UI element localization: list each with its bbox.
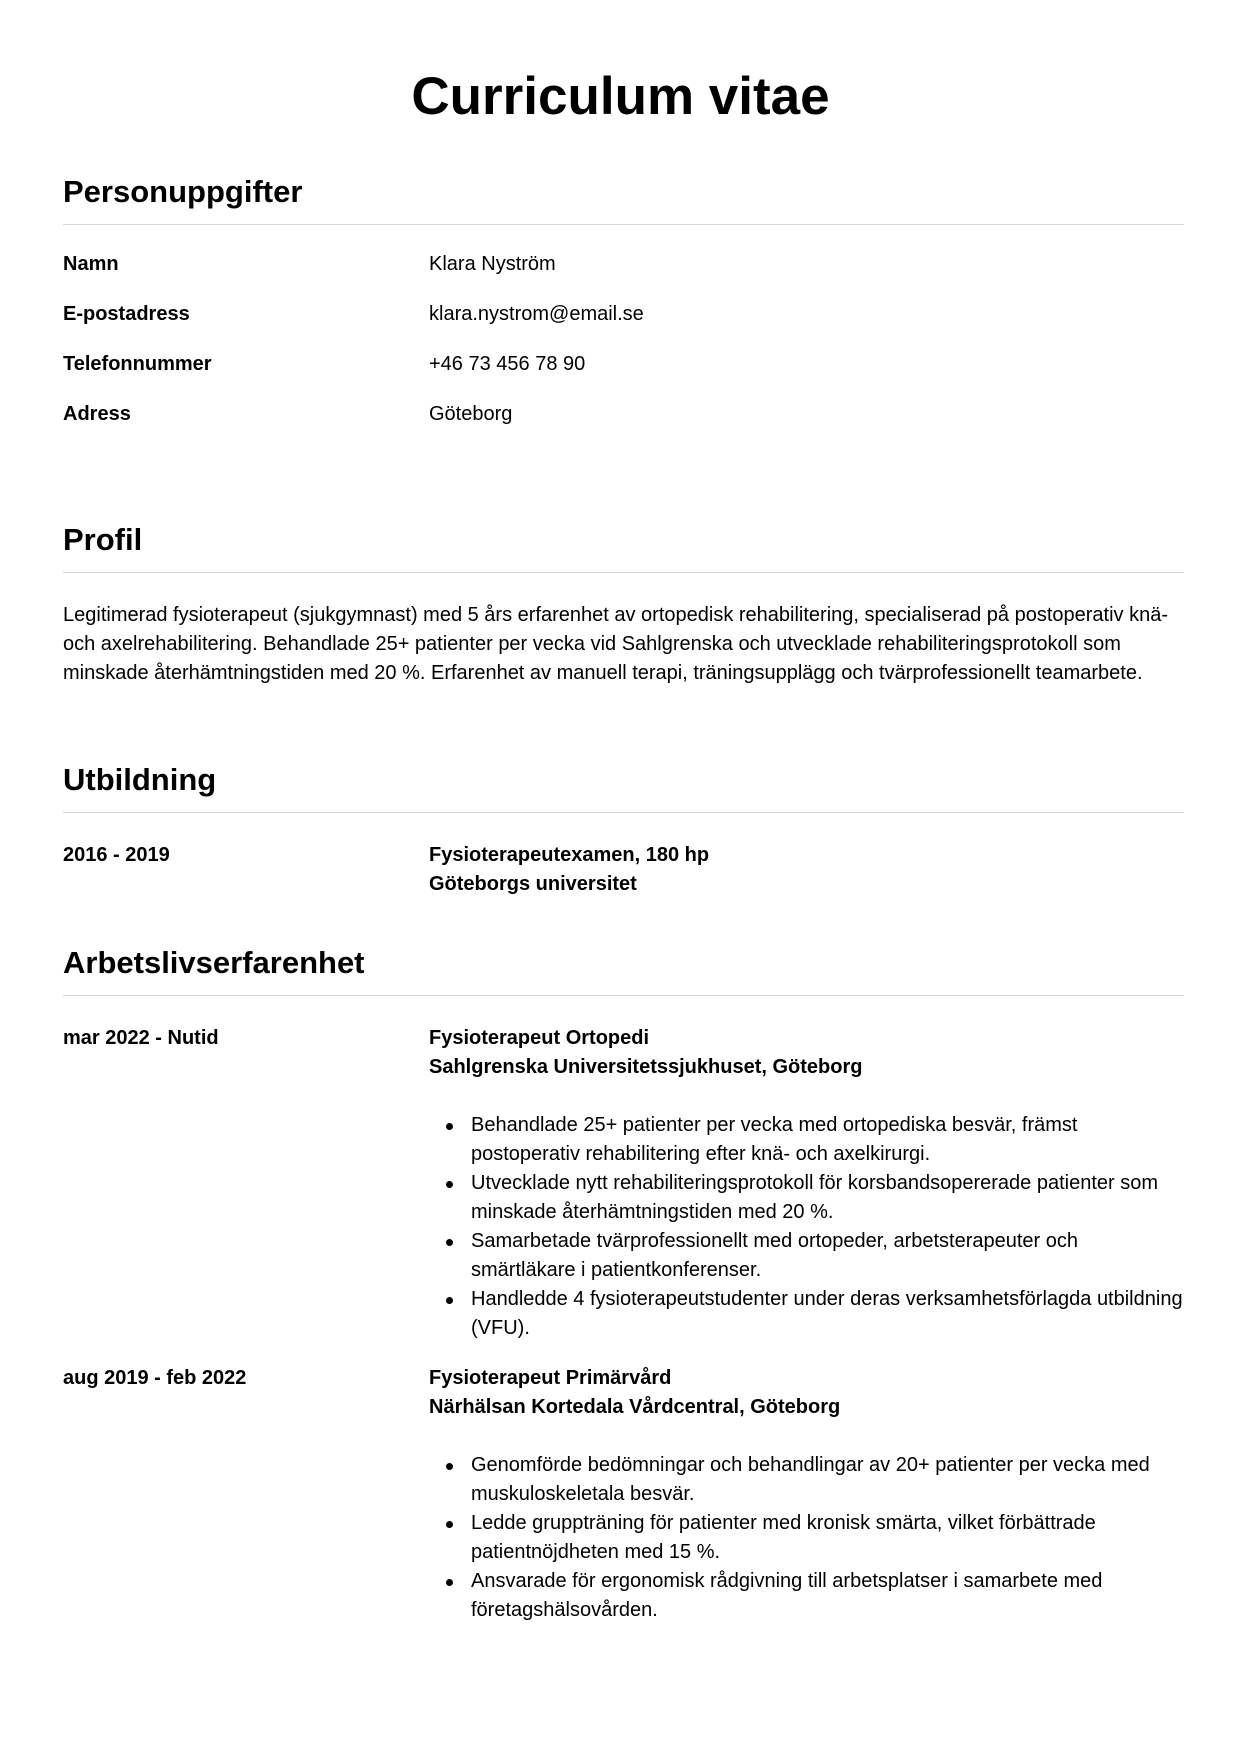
job-title: Fysioterapeut Ortopedi [429,1027,650,1049]
experience-entry [63,996,1184,1343]
bullet-icon [446,1579,453,1586]
bullet-text: Behandlade 25+ patienter per vecka med ortopediska besvär, främst postoperativ rehabilitering efter knä- och axelkirurgi. [471,1114,1078,1165]
personal-row-name [63,250,1184,300]
document-title: Curriculum vitae [411,67,830,126]
bullet-icon [446,1463,453,1470]
row-value: +46 73 456 78 90 [429,353,586,375]
bullet-icon [446,1181,453,1188]
list-item [429,1285,1184,1343]
profile-section [63,520,1184,688]
list-item [429,1111,1184,1169]
job-bullets [429,1422,1184,1625]
bullet-icon [446,1123,453,1130]
experience-details [429,1364,1184,1625]
experience-period: aug 2019 - feb 2022 [63,1367,247,1389]
education-school: Göteborgs universitet [429,873,637,895]
experience-section [63,943,1184,1625]
row-value: klara.nystrom@email.se [429,303,644,325]
row-value: Klara Nyström [429,253,556,275]
experience-details [429,1024,1184,1343]
personal-section [63,172,1184,450]
personal-rows [63,225,1184,450]
section-heading-profile: Profil [63,520,1184,573]
list-item [429,1451,1184,1509]
experience-entry [63,1343,1184,1625]
job-employer: Närhälsan Kortedala Vårdcentral, Göteborg [429,1396,841,1418]
list-item [429,1567,1184,1625]
bullet-icon [446,1239,453,1246]
list-item [429,1509,1184,1567]
job-bullets [429,1082,1184,1343]
education-section [63,760,1184,899]
education-period: 2016 - 2019 [63,844,170,866]
row-label: E-postadress [63,303,190,325]
row-label: Telefonnummer [63,353,212,375]
bullet-text: Ansvarade för ergonomisk rådgivning till arbetsplatser i samarbete med företagshälsovården. [471,1570,1103,1621]
education-entry [63,813,1184,899]
list-item [429,1169,1184,1227]
row-label: Adress [63,403,131,425]
list-item [429,1227,1184,1285]
bullet-text: Utvecklade nytt rehabiliteringsprotokoll för korsbandsopererade patienter som minskade återhämtningstiden med 20 %. [471,1172,1159,1223]
section-heading-experience: Arbetslivserfarenhet [63,943,1184,996]
bullet-text: Genomförde bedömningar och behandlingar av 20+ patienter per vecka med muskuloskeletala besvär. [471,1454,1150,1505]
bullet-text: Handledde 4 fysioterapeutstudenter under deras verksamhetsförlagda utbildning (VFU). [471,1288,1183,1339]
personal-row-email [63,300,1184,350]
job-title: Fysioterapeut Primärvård [429,1367,672,1389]
profile-text: Legitimerad fysioterapeut (sjukgymnast) med 5 års erfarenhet av ortopedisk rehabilitering, specialiserad på postoperativ knä- och axelrehabilitering. Behandlade 25+ patienter per vecka vid Sahlgrenska och utvecklade rehabiliteringsprotokoll som minskade återhämtningstiden med 20 %. Erfarenhet av manuell terapi, träningsupplägg och tvärprofessionellt teamarbete. [63,604,1169,684]
bullet-text: Ledde gruppträning för patienter med kronisk smärta, vilket förbättrade patientnöjdheten med 15 %. [471,1512,1096,1563]
section-heading-personal: Personuppgifter [63,172,1184,225]
section-heading-education: Utbildning [63,760,1184,813]
row-label: Namn [63,253,119,275]
education-details [429,841,1184,899]
bullet-text: Samarbetade tvärprofessionellt med ortopeder, arbetsterapeuter och smärtläkare i patientkonferenser. [471,1230,1079,1281]
education-degree: Fysioterapeutexamen, 180 hp [429,844,710,866]
bullet-icon [446,1297,453,1304]
personal-row-address [63,400,1184,450]
experience-period: mar 2022 - Nutid [63,1027,219,1049]
personal-row-phone [63,350,1184,400]
row-value: Göteborg [429,403,513,425]
bullet-icon [446,1521,453,1528]
job-employer: Sahlgrenska Universitetssjukhuset, Göteborg [429,1056,863,1078]
